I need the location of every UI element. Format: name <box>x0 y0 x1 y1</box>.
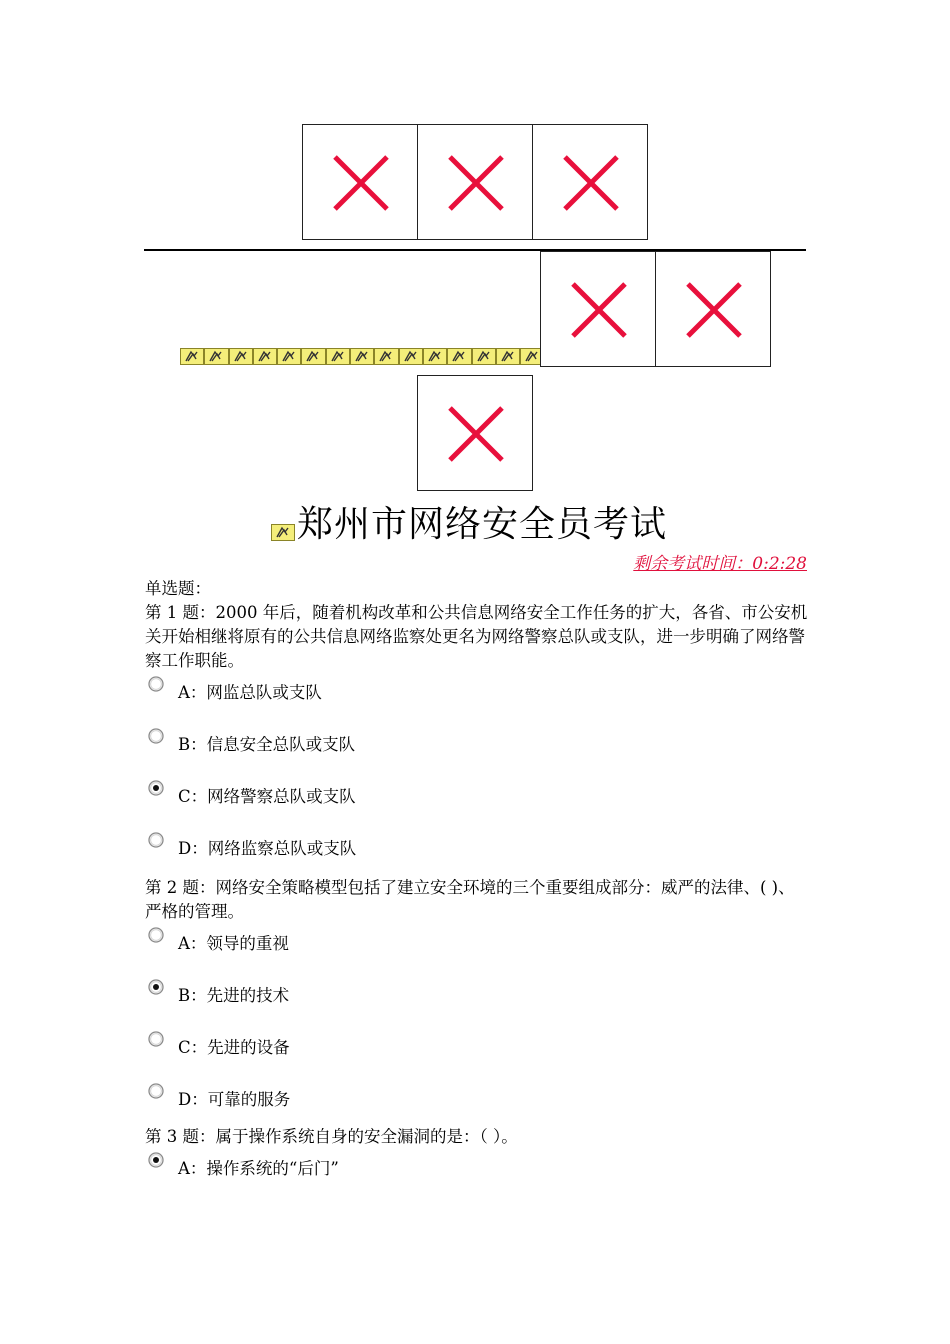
missing-image-x-icon <box>656 252 772 368</box>
question-text: 第 3 题：属于操作系统自身的安全漏洞的是：（ ）。 <box>145 1127 518 1146</box>
option-label: B：信息安全总队或支队 <box>178 735 356 754</box>
answer-option-selected[interactable] <box>145 1149 810 1201</box>
broken-image-icon <box>447 348 471 365</box>
radio-checked-icon[interactable] <box>147 1151 165 1169</box>
radio-icon[interactable] <box>147 926 165 944</box>
question-text: 第 1 题：2000 年后，随着机构改革和公共信息网络安全工作任务的扩大，各省、市公安机关开始相继将原有的公共信息网络监察处更名为网络警察总队或支队，进一步明确了网络警察工作职能。 <box>145 603 808 670</box>
answer-option[interactable] <box>145 829 810 873</box>
broken-image-strip <box>180 348 544 365</box>
broken-image-icon <box>271 524 295 541</box>
broken-image-icon <box>423 348 447 365</box>
radio-icon[interactable] <box>147 1030 165 1048</box>
radio-checked-icon[interactable] <box>147 779 165 797</box>
missing-image-placeholder <box>302 124 418 240</box>
option-label: B：先进的技术 <box>178 986 290 1005</box>
radio-checked-icon[interactable] <box>147 978 165 996</box>
page-header <box>271 503 667 547</box>
missing-image-placeholder <box>417 124 533 240</box>
exam-content <box>145 577 810 1201</box>
answer-option-selected[interactable] <box>145 777 810 829</box>
radio-icon[interactable] <box>147 675 165 693</box>
answer-option[interactable] <box>145 673 810 725</box>
missing-image-placeholder <box>655 251 771 367</box>
page-title: 郑州市网络安全员考试 <box>297 504 668 545</box>
missing-image-x-icon <box>541 252 657 368</box>
option-label: C：网络警察总队或支队 <box>178 787 356 806</box>
answer-option[interactable] <box>145 924 810 976</box>
section-label: 单选题： <box>145 579 211 598</box>
missing-image-x-icon <box>418 125 534 241</box>
broken-image-icon <box>301 348 325 365</box>
broken-image-icon <box>496 348 520 365</box>
missing-image-placeholder <box>532 124 648 240</box>
broken-image-icon <box>180 348 204 365</box>
missing-image-x-icon <box>303 125 419 241</box>
broken-image-icon <box>472 348 496 365</box>
missing-image-placeholder <box>417 375 533 491</box>
broken-image-icon <box>374 348 398 365</box>
exam-timer: 剩余考试时间：0:2:28 <box>633 554 807 574</box>
broken-image-icon <box>229 348 253 365</box>
broken-image-icon <box>277 348 301 365</box>
radio-icon[interactable] <box>147 831 165 849</box>
broken-image-icon <box>253 348 277 365</box>
answer-option[interactable] <box>145 1080 810 1124</box>
broken-image-icon <box>399 348 423 365</box>
broken-image-icon <box>326 348 350 365</box>
option-label: C：先进的设备 <box>178 1038 290 1057</box>
broken-image-icon <box>350 348 374 365</box>
missing-image-x-icon <box>533 125 649 241</box>
radio-icon[interactable] <box>147 1082 165 1100</box>
question-text: 第 2 题：网络安全策略模型包括了建立安全环境的三个重要组成部分：威严的法律、( )、严格的管理。 <box>145 878 795 921</box>
option-label: A：领导的重视 <box>178 934 289 953</box>
option-label: D：网络监察总队或支队 <box>178 839 357 858</box>
broken-image-icon <box>204 348 228 365</box>
option-label: D：可靠的服务 <box>178 1090 291 1109</box>
option-label: A：网监总队或支队 <box>178 683 322 702</box>
option-label: A：操作系统的“后门” <box>178 1159 339 1178</box>
answer-option-selected[interactable] <box>145 976 810 1028</box>
missing-image-placeholder <box>540 251 656 367</box>
radio-icon[interactable] <box>147 727 165 745</box>
missing-image-x-icon <box>418 376 534 492</box>
answer-option[interactable] <box>145 725 810 777</box>
answer-option[interactable] <box>145 1028 810 1080</box>
